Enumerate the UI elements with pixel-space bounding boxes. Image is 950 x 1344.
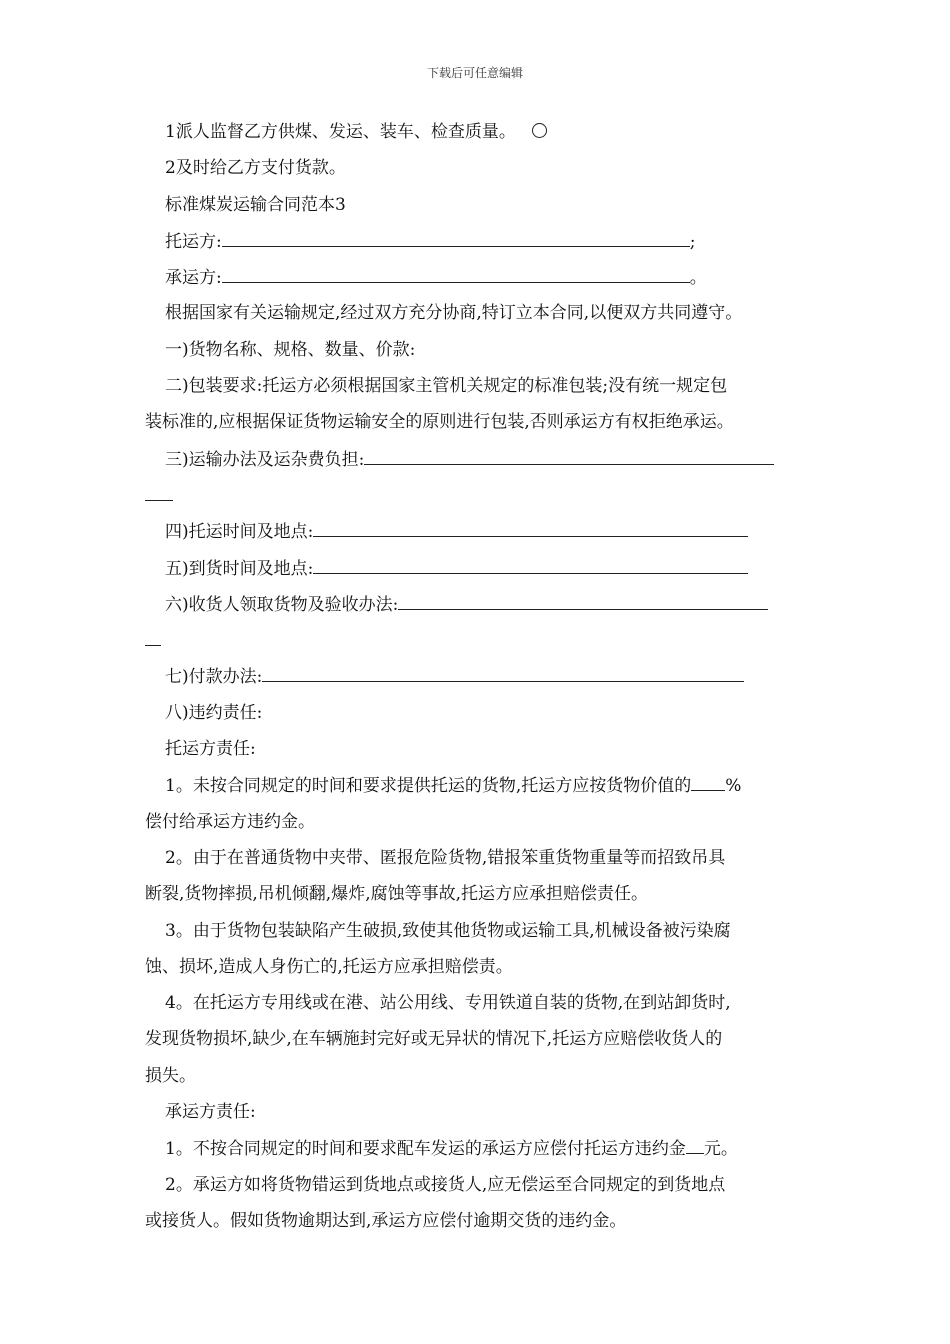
paragraph: 二)包装要求:托运方必须根据国家主管机关规定的标准包装;没有统一规定包 [165, 376, 728, 397]
field-label: 五)到货时间及地点: [165, 558, 314, 579]
transport-field [145, 448, 825, 470]
field-label: 三)运输办法及运杂费负担: [165, 449, 365, 470]
arrival-time-field [145, 557, 825, 579]
field-label: 承运方: [165, 268, 222, 289]
fill-blank [686, 1137, 704, 1154]
blank-line [145, 484, 825, 506]
text: 元。 [703, 1139, 738, 1160]
fill-blank [313, 520, 748, 537]
paragraph: 2。由于在普通货物中夹带、匿报危险货物,错报笨重货物重量等而招致吊具 [165, 847, 726, 868]
fill-blank [222, 266, 690, 283]
fill-blank [262, 665, 744, 682]
text: 1派人监督乙方供煤、发运、装车、检查质量。 [165, 122, 516, 142]
paragraph: 装标准的,应根据保证货物运输安全的原则进行包装,否则承运方有权拒绝承运。 [145, 412, 734, 433]
text: % [725, 776, 742, 797]
field-label: 四)托运时间及地点: [165, 522, 314, 543]
fill-blank [222, 230, 690, 247]
paragraph [145, 774, 825, 796]
paragraph: 4。在托运方专用线或在港、站公用线、专用铁道自装的货物,在到站卸货时, [165, 993, 731, 1014]
page-header: 下载后可任意编辑 [426, 66, 523, 80]
paragraph: 断裂,货物摔损,吊机倾翻,爆炸,腐蚀等事故,托运方应承担赔偿责任。 [145, 884, 649, 905]
payment-field [145, 665, 825, 687]
punct: 。 [689, 268, 707, 289]
paragraph [145, 1137, 825, 1159]
paragraph: 发现货物损坏,缺少,在车辆施封完好或无异状的情况下,托运方应赔偿收货人的 [145, 1029, 723, 1050]
carrier-field [145, 266, 825, 288]
paragraph: 或接货人。假如货物逾期达到,承运方应偿付逾期交货的违约金。 [145, 1210, 627, 1231]
blank-line [145, 629, 825, 651]
punct: ; [689, 231, 696, 252]
paragraph: 蚀、损坏,造成人身伤亡的,托运方应承担赔偿责。 [145, 956, 513, 977]
paragraph: 2。承运方如将货物错运到货地点或接货人,应无偿运至合同规定的到货地点 [165, 1174, 726, 1195]
text: 1。未按合同规定的时间和要求提供托运的货物,托运方应按货物价值的 [165, 776, 692, 797]
paragraph: 根据国家有关运输规定,经过双方充分协商,特订立本合同,以便双方共同遵守。 [165, 303, 743, 324]
field-label: 六)收货人领取货物及验收办法: [165, 594, 399, 615]
paragraph: 偿付给承运方违约金。 [145, 811, 315, 832]
text: 1。不按合同规定的时间和要求配车发运的承运方应偿付托运方违约金 [165, 1139, 686, 1160]
circle-icon [532, 123, 547, 138]
fill-blank [691, 774, 725, 791]
paragraph: 2及时给乙方支付货款。 [165, 158, 346, 179]
fill-blank [364, 448, 774, 465]
fill-blank [313, 557, 748, 574]
document-body [145, 121, 825, 1246]
fill-blank [398, 593, 768, 610]
paragraph [145, 121, 825, 143]
field-label: 托运方: [165, 231, 222, 252]
field-label: 七)付款办法: [165, 667, 263, 688]
fill-blank [145, 484, 173, 501]
paragraph: 标准煤炭运输合同范本3 [165, 194, 346, 215]
fill-blank [145, 629, 161, 646]
shipper-field [145, 230, 825, 252]
section-heading: 托运方责任: [165, 739, 256, 760]
paragraph: 3。由于货物包装缺陷产生破损,致使其他货物或运输工具,机械设备被污染腐 [165, 920, 731, 941]
paragraph: 损失。 [145, 1065, 196, 1086]
paragraph: 八)违约责任: [165, 702, 263, 723]
section-heading: 承运方责任: [165, 1102, 256, 1123]
paragraph: 一)货物名称、规格、数量、价款: [165, 339, 416, 360]
receive-field [145, 593, 825, 615]
ship-time-field [145, 520, 825, 542]
